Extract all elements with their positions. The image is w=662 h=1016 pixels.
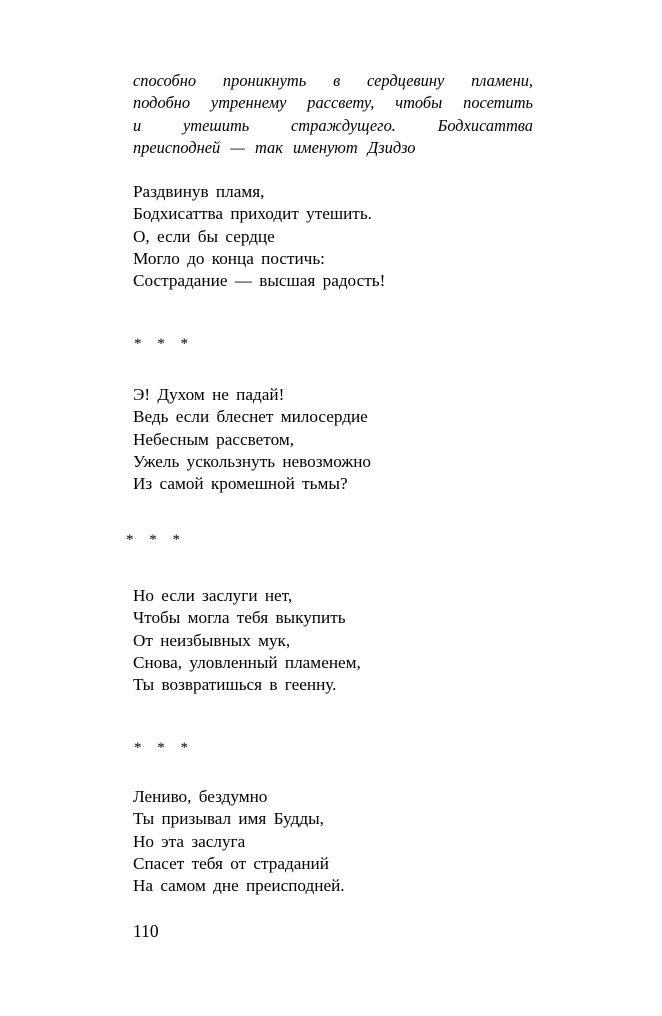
verse-line: На самом дне преисподней.	[133, 876, 345, 896]
verse-line: Но эта заслуга	[133, 831, 246, 851]
verse-line: Могло до конца постичь:	[133, 248, 325, 268]
verse-line: Небесным рассветом,	[133, 429, 295, 449]
verse-line: Снова, уловленный пламенем,	[133, 652, 361, 672]
verse-line: Спасет тебя от страданий	[133, 853, 329, 873]
intro-line: подобно утреннему рассвету, чтобы посетить	[133, 93, 533, 113]
page-number: 110	[133, 921, 159, 941]
verse-line: Ты призывал имя Будды,	[133, 809, 324, 829]
verse-line: Ты возвратишься в геенну.	[133, 675, 337, 695]
verse-line: Э! Духом не падай!	[133, 385, 285, 404]
poem-stanza-2	[133, 384, 371, 495]
verse-line: Из самой кромешной тьмы?	[133, 474, 348, 494]
intro-line: преисподней — так именуют Дзидзо	[133, 137, 416, 157]
stanza-separator: * * *	[126, 532, 186, 548]
verse-line: Но если заслуги нет,	[133, 586, 293, 605]
verse-line: От неизбывных мук,	[133, 630, 291, 650]
poem-stanza-1	[133, 181, 385, 292]
intro-paragraph	[133, 70, 533, 159]
intro-line: способно проникнуть в сердцевину пламени,	[133, 71, 533, 90]
verse-line: О, если бы сердце	[133, 226, 275, 246]
verse-line: Сострадание — высшая радость!	[133, 271, 386, 291]
verse-line: Раздвинув пламя,	[133, 182, 265, 201]
poem-stanza-4	[133, 786, 345, 897]
verse-line: Чтобы могла тебя выкупить	[133, 608, 346, 628]
verse-line: Ужель ускользнуть невозможно	[133, 451, 372, 471]
poem-stanza-3	[133, 585, 361, 696]
stanza-separator: * * *	[134, 336, 194, 352]
stanza-separator: * * *	[134, 740, 194, 756]
verse-line: Бодхисаттва приходит утешить.	[133, 204, 372, 224]
verse-line: Лениво, бездумно	[133, 787, 268, 806]
verse-line: Ведь если блеснет милосердие	[133, 407, 368, 427]
intro-line: и утешить страждущего. Бодхисаттва	[133, 115, 533, 135]
